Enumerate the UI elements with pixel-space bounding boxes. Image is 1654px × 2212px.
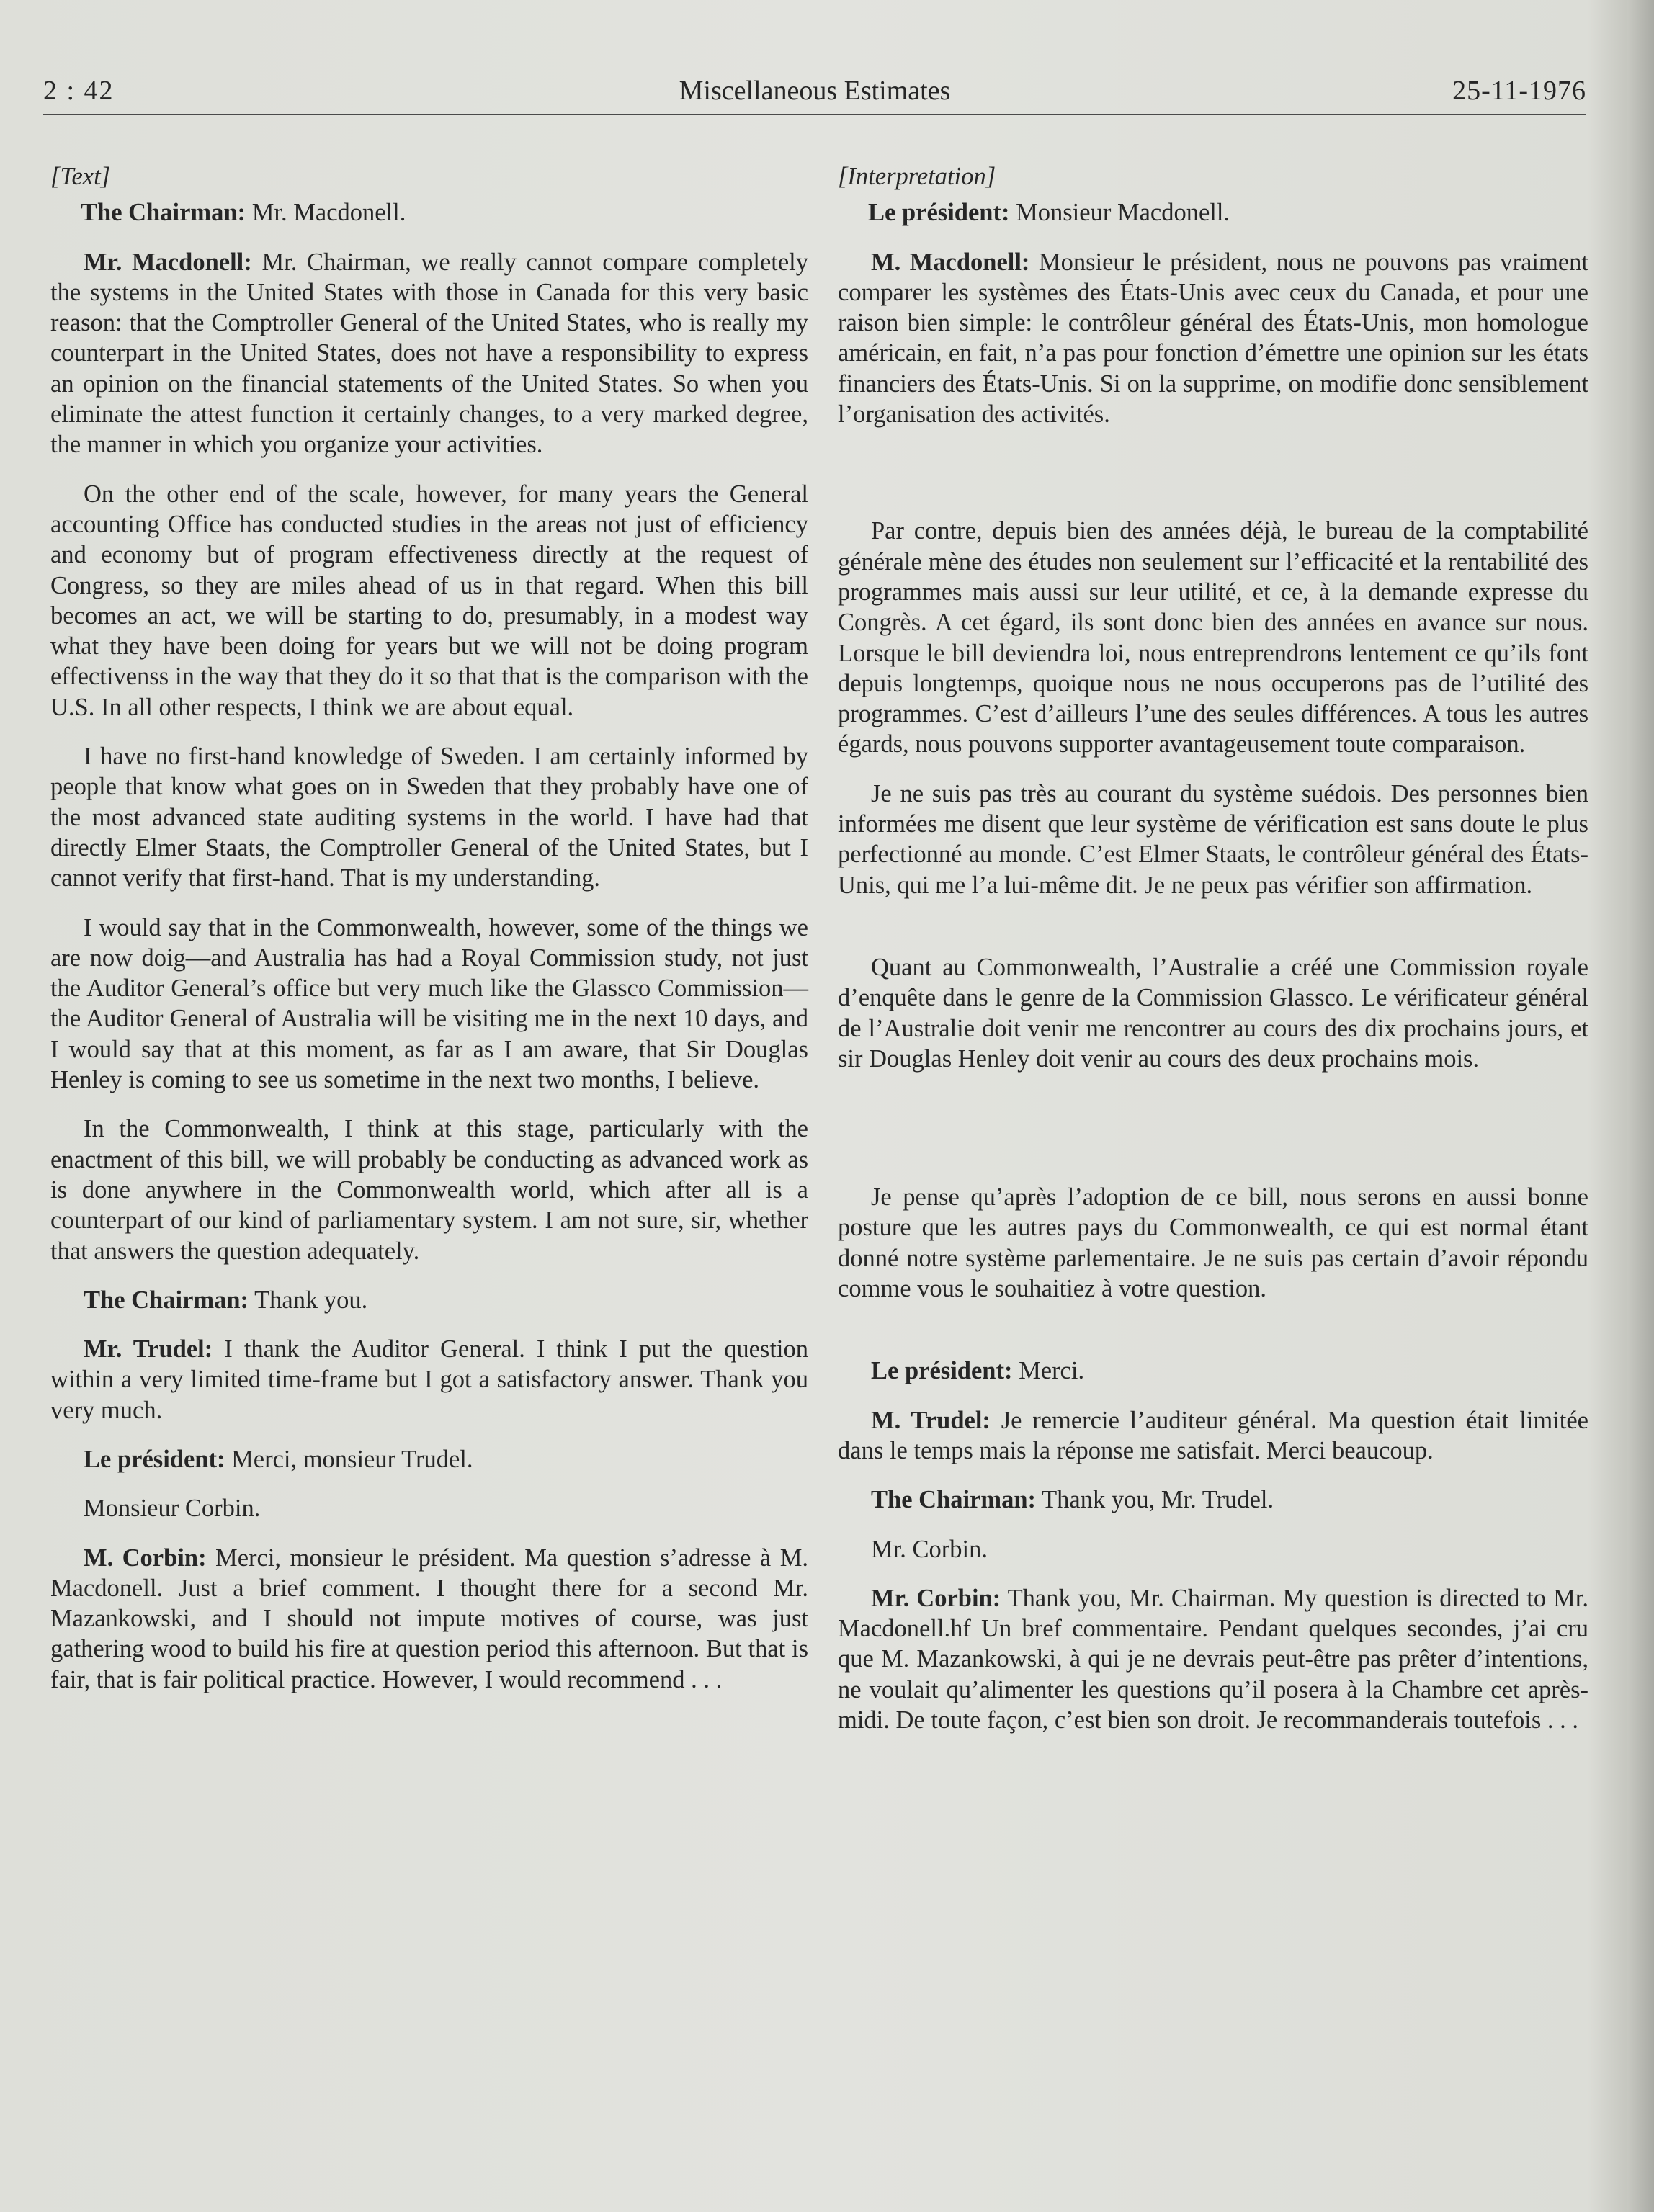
english-column xyxy=(50,161,808,1714)
paragraph xyxy=(838,247,1588,430)
paragraph-text: I have no first-hand knowledge of Sweden. I am certainly informed by people that know what goes on in Sweden that they probably have one of the most advanced state auditing systems in the world. I have had that directly Elmer Staats, the Comptroller General of the United States, but I cannot verify that first-hand. That is my understanding. xyxy=(50,743,808,892)
paragraph-text: Merci. xyxy=(1012,1357,1085,1385)
paragraph xyxy=(838,1583,1588,1735)
paragraph-text: On the other end of the scale, however, for many years the General accounting Office has conducted studies in the areas not just of efficiency and economy but of program effectiveness directly at the request of Congress, so they are miles ahead of us in that regard. When this bill becomes an act, we will be starting to do, presumably, in a modest way what they have been doing for years but we will not be doing program effectivenss in the way that they do it so that that is the comparison with the U.S. In all other respects, I think we are about equal. xyxy=(50,480,808,721)
paragraph-text: Quant au Commonwealth, l’Australie a créé une Commission royale d’enquête dans le genre de la Commission Glassco. Le vérificateur général de l’Australie doit venir me rencontrer au cours des dix prochains jours, et sir Douglas Henley doit venir au cours des deux prochains mois. xyxy=(838,953,1588,1073)
paragraph xyxy=(50,741,808,893)
paragraph xyxy=(50,197,808,228)
paragraph xyxy=(50,1285,808,1315)
speaker-name: M. Trudel: xyxy=(871,1406,991,1434)
paragraph-text: Thank you, Mr. Trudel. xyxy=(1036,1486,1274,1514)
paragraph-text: I would say that in the Commonwealth, however, some of the things we are now doig—and Australia has had a Royal Commission study, not just the Auditor General’s office but very much like the Glassco Commission—the Auditor General of Australia will be visiting me in the next 10 days, and I would say that at this moment, as far as I am aware, that Sir Douglas Henley is coming to see us sometime in the next two months, I believe. xyxy=(50,913,808,1094)
paragraph xyxy=(838,1182,1588,1304)
paragraph xyxy=(838,779,1588,900)
french-column xyxy=(838,161,1588,1754)
paragraph-text: Merci, monsieur Trudel. xyxy=(225,1445,473,1473)
speaker-name: Mr. Macdonell: xyxy=(84,248,252,276)
speaker-name: Le président: xyxy=(871,1357,1013,1385)
paragraph-text: In the Commonwealth, I think at this stage, particularly with the enactment of this bill, we will probably be conducting as advanced work as is done anywhere in the Commonwealth world, which after all is a counterpart of our kind of parliamentary system. I am not sure, sir, whether that answers the question adequately. xyxy=(50,1115,808,1265)
paragraph-text: I thank the Auditor General. I think I put the question within a very limited time-frame but I got a satisfactory answer. Thank you very much. xyxy=(50,1335,808,1424)
paragraph xyxy=(50,1493,808,1523)
paragraph xyxy=(50,1444,808,1474)
paragraph-text: Par contre, depuis bien des années déjà, le bureau de la comptabilité générale mène des études non seulement sur l’efficacité et la rentabilité des programmes mais aussi sur leur utilité, et ce, à la demande expresse du Congrès. A cet égard, ils sont donc bien des années en avance sur nous. Lorsque le bill deviendra loi, nous entreprendrons lentement ce qu’ils font depuis longtemps, quoique nous ne nous occuperons pas de l’utilité des programmes. C’est d’ailleurs l’une des seules différences. A tous les autres égards, nous pouvons supporter avantageusement toute comparaison. xyxy=(838,517,1588,758)
page-number: 2 : 42 xyxy=(43,76,115,106)
page-header xyxy=(43,72,1586,115)
paragraph xyxy=(50,247,808,460)
paragraph xyxy=(838,1534,1588,1564)
speaker-name: Mr. Corbin: xyxy=(871,1584,1001,1612)
paragraph xyxy=(838,516,1588,759)
paragraph xyxy=(838,1485,1588,1515)
paragraph xyxy=(838,1356,1588,1386)
paragraph-text: Je remercie l’auditeur général. Ma question était limitée dans le temps mais la réponse me satisfait. Merci beaucoup. xyxy=(838,1406,1588,1464)
speaker-name: The Chairman: xyxy=(84,1286,249,1314)
header-date: 25-11-1976 xyxy=(1452,76,1586,106)
paragraph xyxy=(50,1334,808,1425)
paragraph xyxy=(50,479,808,722)
paragraph xyxy=(50,1114,808,1266)
speaker-name: The Chairman: xyxy=(81,199,246,227)
speaker-name: Le président: xyxy=(868,199,1010,227)
paragraph xyxy=(50,1543,808,1695)
paragraph-text: Thank you, Mr. Chairman. My question is directed to Mr. Macdonell.hf Un bref commentaire. Pendant quelques secondes, j’ai cru que M. Mazankowski, à qui je ne devrais peut-être pas prêter d’intentions, ne voulait qu’alimenter les questions qu’il posera à la Chambre cet après-midi. De toute façon, c’est bien son droit. Je recommanderais toutefois . . . xyxy=(838,1584,1588,1734)
paragraph-text: Je pense qu’après l’adoption de ce bill, nous serons en aussi bonne posture que les autres pays du Commonwealth, ce qui est normal étant donné notre système parlementaire. Je ne suis pas certain d’avoir répondu comme vous le souhaitiez à votre question. xyxy=(838,1183,1588,1303)
speaker-name: M. Macdonell: xyxy=(871,248,1030,276)
page-edge xyxy=(1627,0,1654,2212)
paragraph-text: Je ne suis pas très au courant du système suédois. Des personnes bien informées me disent que leur système de vérification est sans doute le plus perfectionné au monde. C’est Elmer Staats, le contrôleur général des États-Unis, qui me l’a lui-même dit. Je ne peux pas vérifier son affirmation. xyxy=(838,779,1588,899)
paragraph-text: Mr. Macdonell. xyxy=(246,199,406,227)
paragraph xyxy=(838,1405,1588,1467)
running-title: Miscellaneous Estimates xyxy=(679,76,951,106)
paragraph xyxy=(838,197,1588,228)
paragraph xyxy=(838,952,1588,1074)
paragraph-text: Mr. Chairman, we really cannot compare completely the systems in the United States with those in Canada for this very basic reason: that the Comptroller General of the United States, who is really my counterpart in the United States, does not have a responsibility to express an opinion on the financial statements of the United States. So when you eliminate the attest function it certainly changes, to a very marked degree, the manner in which you organize your activities. xyxy=(50,248,808,459)
speaker-name: The Chairman: xyxy=(871,1486,1037,1514)
interpretation-tag: [Interpretation] xyxy=(838,163,996,190)
paragraph-text: Monsieur le président, nous ne pouvons pas vraiment comparer les systèmes des États-Unis avec ceux du Canada, et pour une raison bien simple: le contrôleur général des États-Unis, mon homologue américain, en fait, n’a pas pour fonction d’émettre une opinion sur les états financiers des États-Unis. Si on la supprime, on modifie donc sensiblement l’organisation des activités. xyxy=(838,248,1588,429)
speaker-name: Mr. Trudel: xyxy=(84,1335,213,1364)
paragraph-text: Thank you. xyxy=(249,1286,368,1314)
paragraph-text: Merci, monsieur le président. Ma question s’adresse à M. Macdonell. Just a brief comment. I thought there for a second Mr. Mazankowski, and I should not impute motives of course, was just gathering wood to build his fire at question period this afternoon. But that is fair, that is fair political practice. However, I would recommend . . . xyxy=(50,1544,808,1693)
paragraph xyxy=(50,913,808,1096)
speaker-name: Le président: xyxy=(84,1445,225,1473)
paragraph-text: Monsieur Macdonell. xyxy=(1009,199,1230,227)
speaker-name: M. Corbin: xyxy=(84,1544,207,1572)
text-tag: [Text] xyxy=(50,163,111,190)
paragraph-text: Mr. Corbin. xyxy=(871,1535,988,1563)
paragraph-text: Monsieur Corbin. xyxy=(84,1495,261,1523)
